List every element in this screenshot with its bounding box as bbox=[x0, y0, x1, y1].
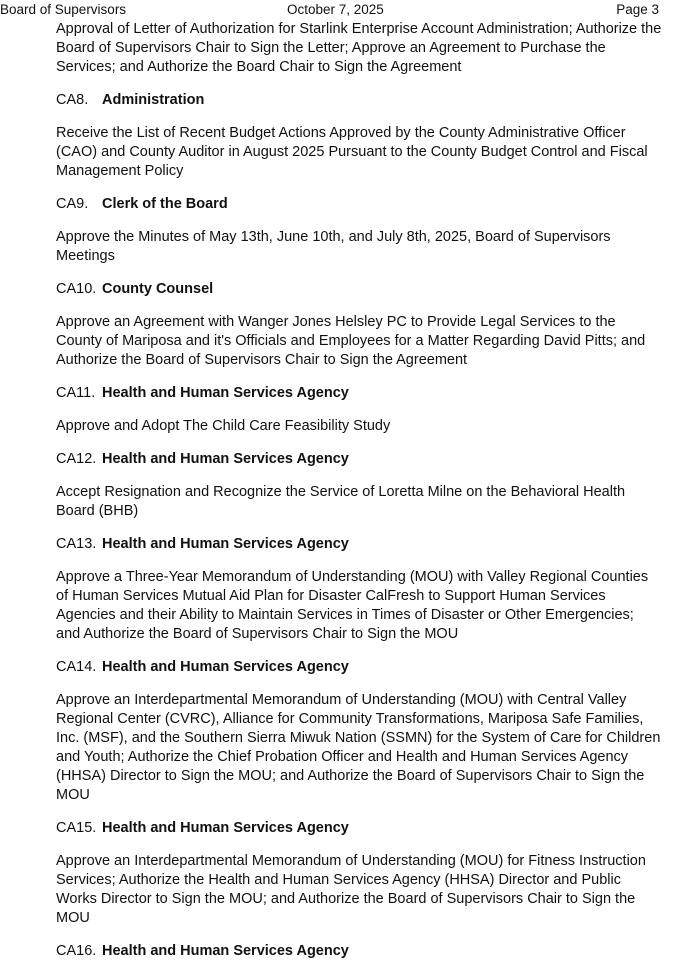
item-department: County Counsel bbox=[102, 281, 214, 297]
item-description: Approve an Interdepartmental Memorandum of Understanding (MOU) with Central Valley Regional Center (CVRC), Alliance for Community Transformations, Mariposa Safe Families, Inc. (MSF), and the Southern Sierra Miwuk Nation (SSMN) for the System of Care for Children and Youth; Authorize the Chief Probation Officer and Health and Human Services Agency (HHSA) Director to Sign the MOU; and Authorize the Board of Supervisors Chair to Sign the MOU bbox=[56, 692, 661, 803]
item-heading bbox=[56, 819, 662, 838]
item-number: CA13. bbox=[56, 536, 97, 552]
item-department: Health and Human Services Agency bbox=[102, 385, 349, 401]
item-department: Clerk of the Board bbox=[102, 196, 228, 212]
agenda-content bbox=[56, 20, 662, 975]
item-heading bbox=[56, 450, 662, 469]
item-number: CA10. bbox=[56, 281, 97, 297]
header-page-number: Page 3 bbox=[616, 2, 659, 17]
agenda-item-ca9 bbox=[56, 195, 662, 266]
item-heading bbox=[56, 280, 662, 299]
page-header bbox=[0, 0, 680, 20]
item-description: Approve a Three-Year Memorandum of Understanding (MOU) with Valley Regional Counties of Human Services Mutual Aid Plan for Disaster CalFresh to Support Human Services Agencies and their Ability to Maintain Services in Times of Disaster or Other Emergencies; and Authorize the Board of Supervisors Chair to Sign the MOU bbox=[56, 569, 649, 642]
item-description: Approve an Agreement with Wanger Jones Helsley PC to Provide Legal Services to the County of Mariposa and it's Officials and Employees for a Matter Regarding David Pitts; and Authorize the Board of Supervisors Chair to Sign the Agreement bbox=[56, 314, 646, 368]
item-department: Health and Human Services Agency bbox=[102, 659, 349, 675]
item-heading bbox=[56, 91, 662, 110]
item-department: Health and Human Services Agency bbox=[102, 943, 349, 959]
agenda-item-ca8 bbox=[56, 91, 662, 181]
item-description: Receive the List of Recent Budget Actions Approved by the County Administrative Officer (CAO) and County Auditor in August 2025 Pursuant to the County Budget Control and Fiscal Management Policy bbox=[56, 125, 648, 179]
item-description: Approve the Minutes of May 13th, June 10th, and July 8th, 2025, Board of Supervisors Meetings bbox=[56, 229, 611, 264]
item-heading bbox=[56, 942, 662, 961]
agenda-item-ca10 bbox=[56, 280, 662, 370]
agenda-item-ca13 bbox=[56, 535, 662, 644]
item-description: Approve an Interdepartmental Memorandum of Understanding (MOU) for Fitness Instruction Services; Authorize the Health and Human Services Agency (HHSA) Director and Public Works Director to Sign the MOU; and Authorize the Board of Supervisors Chair to Sign the MOU bbox=[56, 853, 646, 926]
item-heading bbox=[56, 658, 662, 677]
item-number: CA15. bbox=[56, 820, 97, 836]
item-heading bbox=[56, 384, 662, 403]
item-heading bbox=[56, 195, 662, 214]
agenda-item-ca15 bbox=[56, 819, 662, 928]
agenda-item-ca14 bbox=[56, 658, 662, 805]
continued-item-description: Approval of Letter of Authorization for Starlink Enterprise Account Administration; Authorize the Board of Supervisors Chair to Sign the Letter; Approve an Agreement to Purchase the Services; and Authorize the Board Chair to Sign the Agreement bbox=[56, 21, 662, 75]
header-board-name: Board of Supervisors bbox=[0, 2, 127, 17]
item-description: Approve and Adopt The Child Care Feasibility Study bbox=[56, 418, 391, 434]
item-department: Administration bbox=[102, 92, 205, 108]
item-number: CA12. bbox=[56, 451, 97, 467]
item-department: Health and Human Services Agency bbox=[102, 536, 349, 552]
item-heading bbox=[56, 535, 662, 554]
item-department: Health and Human Services Agency bbox=[102, 820, 349, 836]
agenda-item-ca12 bbox=[56, 450, 662, 521]
agenda-item-ca16 bbox=[56, 942, 662, 961]
header-meeting-date: October 7, 2025 bbox=[287, 2, 384, 17]
item-description: Accept Resignation and Recognize the Service of Loretta Milne on the Behavioral Health Board (BHB) bbox=[56, 484, 626, 519]
agenda-item-ca11 bbox=[56, 384, 662, 436]
item-number: CA8. bbox=[56, 92, 89, 108]
item-number: CA11. bbox=[56, 385, 96, 401]
item-number: CA14. bbox=[56, 659, 97, 675]
item-department: Health and Human Services Agency bbox=[102, 451, 349, 467]
item-number: CA9. bbox=[56, 196, 89, 212]
item-number: CA16. bbox=[56, 943, 97, 959]
